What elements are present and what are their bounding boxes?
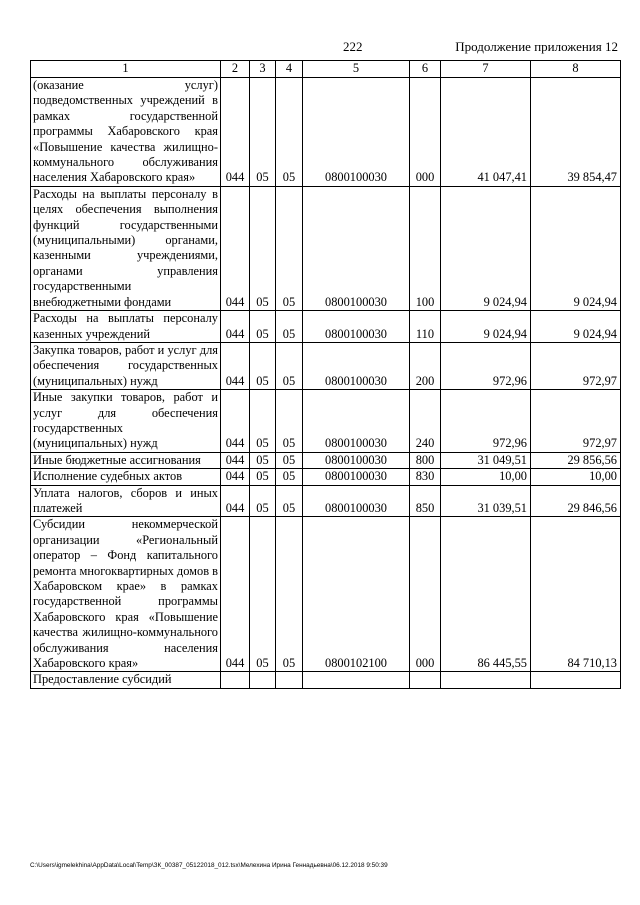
table-row [31,311,621,343]
cell-ministry: 044 [221,485,250,517]
table-header-row [31,61,621,78]
cell-amount-1: 10,00 [441,469,531,485]
cell-subsection: 05 [276,78,303,187]
cell-subsection: 05 [276,342,303,389]
cell-section [250,672,276,688]
cell-ministry [221,672,250,688]
column-header: 1 [31,61,221,78]
cell-section: 05 [250,452,276,468]
cell-amount-1 [441,672,531,688]
cell-section: 05 [250,78,276,187]
cell-target: 0800100030 [303,186,410,310]
cell-amount-1: 31 039,51 [441,485,531,517]
cell-ministry: 044 [221,342,250,389]
column-header: 6 [410,61,441,78]
cell-expense-type: 850 [410,485,441,517]
cell-amount-1: 972,96 [441,390,531,453]
column-header: 7 [441,61,531,78]
cell-expense-type: 800 [410,452,441,468]
cell-amount-2: 972,97 [531,390,621,453]
cell-amount-2: 9 024,94 [531,311,621,343]
cell-amount-2: 10,00 [531,469,621,485]
cell-section: 05 [250,390,276,453]
column-header: 2 [221,61,250,78]
page-number: 222 [343,39,363,54]
table-row [31,672,621,688]
table-row [31,469,621,485]
cell-target: 0800102100 [303,517,410,672]
cell-amount-1: 9 024,94 [441,311,531,343]
cell-amount-2 [531,672,621,688]
cell-subsection: 05 [276,517,303,672]
cell-section: 05 [250,469,276,485]
cell-expense-type: 100 [410,186,441,310]
cell-amount-1: 31 049,51 [441,452,531,468]
cell-section: 05 [250,311,276,343]
cell-amount-2: 9 024,94 [531,186,621,310]
cell-target: 0800100030 [303,342,410,389]
cell-amount-2: 29 846,56 [531,485,621,517]
cell-ministry: 044 [221,78,250,187]
row-name: Расходы на выплаты персоналу казенных учреждений [31,311,221,343]
footer-file-path: C:\Users\igmelekhina\AppData\Local\Temp\ЗК_00387_05122018_012.tsx\Мелехина Ирина Геннадьевна\06.12.2018 9:50:39 [30,862,388,869]
cell-expense-type: 000 [410,78,441,187]
row-name: Исполнение судебных актов [31,469,221,485]
cell-target: 0800100030 [303,452,410,468]
cell-subsection [276,672,303,688]
cell-section: 05 [250,186,276,310]
cell-target: 0800100030 [303,390,410,453]
table-row [31,485,621,517]
cell-subsection: 05 [276,452,303,468]
cell-ministry: 044 [221,390,250,453]
table-row [31,452,621,468]
cell-ministry: 044 [221,186,250,310]
table-row [31,78,621,187]
row-name: Субсидии некоммерческой организации «Региональный оператор – Фонд капитального ремонта многоквартирных домов в Хабаровском крае» в рамках государственной программы Хабаровского края «Повышение качества жилищно-коммунального обслуживания населения Хабаровского края» [31,517,221,672]
cell-subsection: 05 [276,186,303,310]
cell-target [303,672,410,688]
cell-subsection: 05 [276,485,303,517]
table-row [31,342,621,389]
column-header: 5 [303,61,410,78]
cell-amount-2: 39 854,47 [531,78,621,187]
column-header: 3 [250,61,276,78]
column-header: 4 [276,61,303,78]
cell-amount-1: 86 445,55 [441,517,531,672]
cell-amount-1: 9 024,94 [441,186,531,310]
row-name: Расходы на выплаты персоналу в целях обеспечения выполнения функций государственными (муниципальными) органами, казенными учреждениями, органами управления государственными внебюджетными фондами [31,186,221,310]
row-name: Уплата налогов, сборов и иных платежей [31,485,221,517]
cell-target: 0800100030 [303,311,410,343]
column-header: 8 [531,61,621,78]
row-name: Иные бюджетные ассигнования [31,452,221,468]
row-name: Предоставление субсидий [31,672,221,688]
table-row [31,517,621,672]
cell-amount-2: 84 710,13 [531,517,621,672]
row-name: (оказание услуг) подведомственных учреждений в рамках государственной программы Хабаровского края «Повышение качества жилищно-коммунального обслуживания населения Хабаровского края» [31,78,221,187]
cell-expense-type: 240 [410,390,441,453]
table-row [31,186,621,310]
table-row [31,390,621,453]
cell-subsection: 05 [276,390,303,453]
cell-target: 0800100030 [303,469,410,485]
cell-amount-2: 972,97 [531,342,621,389]
cell-subsection: 05 [276,311,303,343]
cell-ministry: 044 [221,469,250,485]
cell-subsection: 05 [276,469,303,485]
cell-expense-type: 830 [410,469,441,485]
cell-section: 05 [250,342,276,389]
cell-expense-type: 110 [410,311,441,343]
cell-amount-1: 972,96 [441,342,531,389]
cell-ministry: 044 [221,452,250,468]
cell-section: 05 [250,517,276,672]
cell-ministry: 044 [221,311,250,343]
cell-amount-2: 29 856,56 [531,452,621,468]
cell-section: 05 [250,485,276,517]
cell-ministry: 044 [221,517,250,672]
cell-target: 0800100030 [303,485,410,517]
cell-target: 0800100030 [303,78,410,187]
cell-expense-type: 000 [410,517,441,672]
cell-expense-type: 200 [410,342,441,389]
cell-expense-type [410,672,441,688]
cell-amount-1: 41 047,41 [441,78,531,187]
row-name: Иные закупки товаров, работ и услуг для обеспечения государственных (муниципальных) нужд [31,390,221,453]
continuation-label: Продолжение приложения 12 [455,39,618,54]
row-name: Закупка товаров, работ и услуг для обеспечения государственных (муниципальных) нужд [31,342,221,389]
budget-table [30,60,621,689]
